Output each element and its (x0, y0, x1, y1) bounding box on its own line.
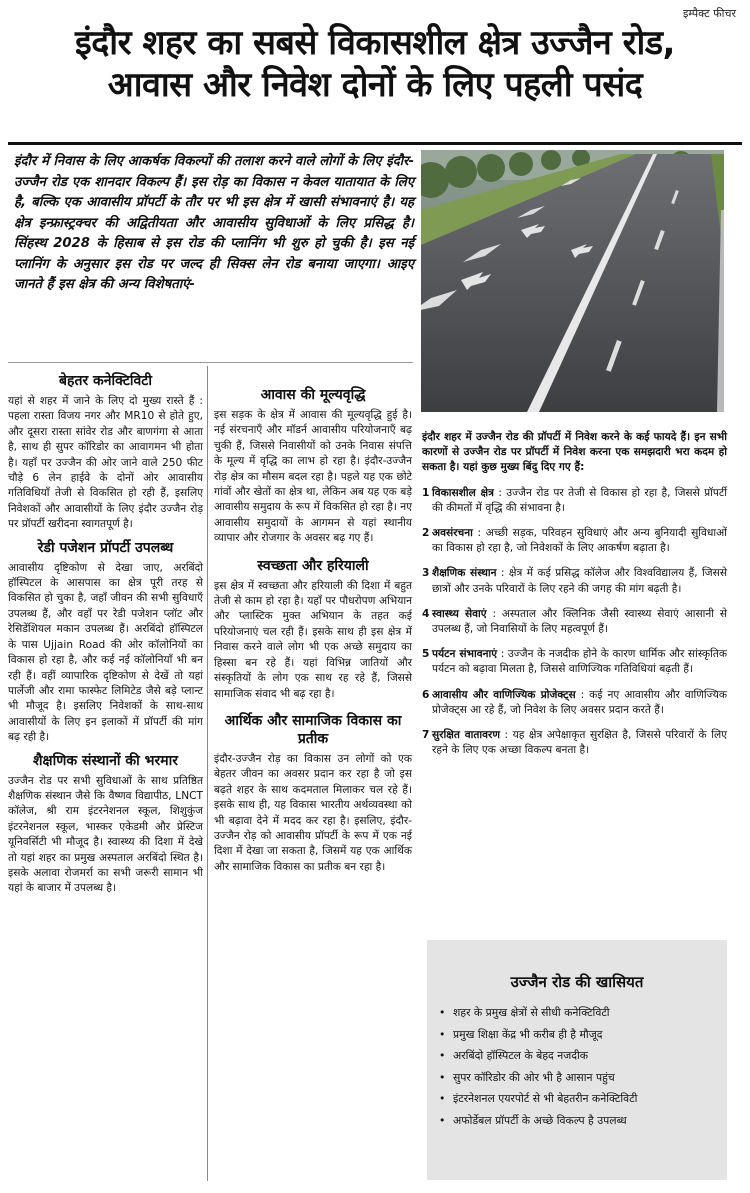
section-text: उज्जैन रोड पर सभी सुविधाओं के साथ प्रतिष्ठित शैक्षणिक संस्थान जैसे कि वैष्णव विद्यापीठ, LNCT कॉलेज, श्री राम इंटरनेशनल स्कूल, शिशुकुंज इंटरनेशनल स्कूल, भास्कर एकेडमी और प्रेस्टिज यूनिवर्सिटी भी मौजूद है। स्वास्थ्य की दिशा में देखे तो यहां शहर का प्रमुख अस्पताल अरबिंदो स्थित है। इसके अलावा रोजमर्रा का सभी जरूरी सामान भी यहां के बाजार में उपलब्ध है। (8, 774, 203, 895)
point-text: : अस्पताल और क्लिनिक जैसी स्वास्थ्य सेवाएं आसानी से उपलब्ध हैं, जो निवासियों के लिए महत्वपूर्ण हैं। (432, 607, 727, 636)
highlights-box (427, 940, 727, 1180)
point-number: 1 (422, 486, 430, 499)
point-title: अवसंरचना (432, 527, 473, 540)
highlight-item: • इंटरनेशनल एयरपोर्ट से भी बेहतरीन कनेक्टिविटी (453, 1088, 727, 1110)
point-number: 7 (422, 729, 430, 742)
point-number: 5 (422, 648, 430, 661)
highlight-item: • अरबिंदो हॉस्पिटल के बेहद नजदीक (453, 1045, 727, 1067)
section-heading: बेहतर कनेक्टिविटी (59, 373, 152, 389)
road-photo (421, 150, 724, 412)
highlight-item: • प्रमुख शिक्षा केंद्र भी करीब ही है मौजूद (453, 1024, 727, 1046)
section-heading: रेडी पजेशन प्रॉपर्टी उपलब्ध (37, 539, 174, 556)
highlight-item: • शहर के प्रमुख क्षेत्रों से सीधी कनेक्टिविटी (453, 1002, 727, 1024)
point-text: : उज्जैन रोड पर तेजी से विकास हो रहा है, जिससे प्रॉपर्टी की कीमतों में वृद्धि की संभावना है। (432, 486, 728, 514)
section-heading: आर्थिक और सामाजिक विकास का प्रतीक (224, 712, 402, 747)
highlight-item: • सुपर कॉरिडोर की ओर भी है आसान पहुंच (453, 1067, 727, 1089)
headline (14, 22, 736, 106)
point-text: : यह क्षेत्र अपेक्षाकृत सुरक्षित है, जिससे परिवारों के लिए रहने के लिए एक अच्छा विकल्प बनता है। (432, 729, 727, 757)
point-title: पर्यटन संभावनाएं (432, 648, 498, 661)
point-number: 4 (422, 607, 430, 620)
benefit-point (422, 486, 727, 516)
column-top-divider (8, 362, 413, 363)
point-title: स्वास्थ्य सेवाएं (432, 607, 487, 620)
section-text: इस क्षेत्र में स्वच्छता और हरियाली की दिशा में बहुत तेजी से काम हो रहा है। यहाँ पर पौधरोपण अभियान और प्लास्टिक मुक्त अभियान के तहत कई परियोजनाएं चल रही हैं। इसके साथ ही इस क्षेत्र में निवास करने वाले लोग भी एक अच्छे समुदाय का हिस्सा बन रहे हैं। यहां विभिन्न जातियों और संस्कृतियों के लोग एक साथ रह रहे हैं, जिससे सामाजिक संवाद भी बढ़ रहा है। (214, 579, 412, 700)
point-text: : उज्जैन के नजदीक होने के कारण धार्मिक और सांस्कृतिक पर्यटन को बढ़ावा मिलता है, जिससे वाणिज्यिक गतिविधियां बढ़ती हैं। (432, 648, 728, 676)
benefit-point (422, 688, 727, 718)
point-text: : क्षेत्र में कई प्रसिद्ध कॉलेज और विश्वविद्यालय हैं, जिससे छात्रों और उनके परिवारों के लिए रहने की जगह की मांग बढ़ती है। (432, 567, 727, 595)
road-photo-image (421, 150, 724, 412)
section-text: यहां से शहर में जाने के लिए दो मुख्य रास्ते हैं : पहला रास्ता विजय नगर और MR10 से होते हुए, और दूसरा रास्ता सांवेर रोड और बाणगंगा से आता है, साथ ही सुपर कॉरिडोर का आवागमन भी होता है। यहाँ पर उज्जैन की ओर जाने वाले 250 फीट चौड़े 6 लेन हाईवे के दोनों ओर आवासीय गतिविधियाँ तेजी से विकसित हो रही हैं, इसलिए निवेशकों और आवासीयों के लिए इंदौर उज्जैन रोड़ पर प्रॉपर्टी खरीदना स्वागतपूर्ण है। (8, 395, 203, 531)
benefits-lead: इंदौर शहर में उज्जैन रोड की प्रॉपर्टी में निवेश करने के कई फायदे हैं। इन सभी कारणों से उज्जैन रोड पर प्रॉपर्टी में निवेश करना एक समझदारी भरा कदम हो सकता है। यहां कुछ मुख्य बिंदु दिए गए हैं: (422, 431, 727, 474)
column-middle (214, 366, 412, 877)
point-title: शैक्षणिक संस्थान (432, 567, 497, 580)
highlights-title: उज्जैन रोड की खासियत (510, 973, 644, 991)
section-text: इंदौर-उज्जैन रोड़ का विकास उन लोगों को एक बेहतर जीवन का अवसर प्रदान कर रहा है जो इस बढ़ते शहर के साथ कदमताल मिलाकर चल रहे हैं। इसके साथ ही, यह विकास भारतीय अर्थव्यवस्था को भी बढ़ावा देने में मदद कर रहा है। इसलिए, इंदौर-उज्जैन रोड़ को आवासीय प्रॉपर्टी के रूप में एक नई दिशा में देखा जा सकता है, जिसमें यह एक आर्थिक और सामाजिक विकास का प्रतीक बन रहा है। (214, 752, 412, 873)
point-number: 6 (422, 688, 430, 701)
highlight-item: • अफोर्डेबल प्रॉपर्टी के अच्छे विकल्प है उपलब्ध (453, 1110, 727, 1132)
point-number: 2 (422, 527, 430, 540)
benefits-section (422, 430, 727, 768)
point-title: सुरक्षित वातावरण (432, 729, 500, 742)
point-text: : कई नए आवासीय और वाणिज्यिक प्रोजेक्ट्स आ रहे हैं, जो निवेश के लिए अवसर प्रदान करते हैं। (432, 688, 727, 716)
section-heading: स्वच्छता और हरियाली (257, 557, 369, 574)
column-divider (207, 366, 208, 1181)
headline-line-2: आवास और निवेश दोनों के लिए पहली पसंद (107, 65, 643, 105)
section-text: आवासीय दृष्टिकोण से देखा जाए, अरबिंदो हॉस्पिटल के आसपास का क्षेत्र पूरी तरह से विकसित हो चुका है, जहाँ जीवन की सभी सुविधाएँ उपलब्ध हैं, और वहाँ पर रेडी पजेशन प्लॉट और रेसिडेंशियल मकान उपलब्ध हैं। अरबिंदो हॉस्पिटल के पास Ujjain Road की ओर कॉलोनियों का विकास हो रहा है, और कई नई कॉलोनियाँ भी बन रही हैं। वहीं व्यापारिक दृष्टिकोण से देखें तो यहां पार्लेजी और रामा फास्फेट लिमिटेड जैसे बड़े प्लान्ट भी मौजूद है। इसलिए निवेशकों के साथ-साथ आवासीयों के लिए इन इलाकों में प्रॉपर्टी की मांग बढ़ रही है। (8, 561, 203, 744)
benefit-point (422, 728, 727, 758)
headline-line-1: इंदौर शहर का सबसे विकासशील क्षेत्र उज्जैन रोड, (75, 23, 675, 63)
benefit-point (422, 566, 727, 596)
point-text: : अच्छी सड़क, परिवहन सुविधाएं और अन्य बुनियादी सुविधाओं का विकास हो रहा है, जो निवेशकों के लिए आकर्षण बढ़ाता है। (432, 527, 727, 555)
section-tag: इम्पैक्ट फीचर (682, 7, 736, 20)
highlights-list (427, 1002, 727, 1131)
point-title: आवासीय और वाणिज्यिक प्रोजेक्ट्स (432, 688, 576, 701)
point-number: 3 (422, 567, 430, 580)
column-left (8, 366, 203, 899)
section-heading: शैक्षणिक संस्थानों की भरमार (33, 752, 178, 769)
divider (8, 142, 742, 145)
section-text: इस सड़क के क्षेत्र में आवास की मूल्यवृद्धि हुई है। नई संरचनाएँ और मॉडर्न आवासीय परियोजनाएँ बढ़ चुकी हैं, जिससे निवासीयों को उनके निवास संपत्ति के मूल्य में वृद्धि का लाभ हो रहा है। इंदौर-उज्जैन रोड़ क्षेत्र का मौसम बदल रहा है। पहले यह एक छोटे गांवों और खेतों का क्षेत्र था, लेकिन अब यह एक बड़े आवासीय समुदाय के रूप में विकसित हो रहा है। नए आवासीय समुदायों के आगमन से यहां स्थानीय व्यापार और रोजगार के अवसर बढ़ गए हैं। (214, 409, 412, 545)
intro-paragraph: इंदौर में निवास के लिए आकर्षक विकल्पों की तलाश करने वाले लोगों के लिए इंदौर-उज्जैन रोड एक शानदार विकल्प हैं। इस रोड़ का विकास न केवल यातायात के लिए है, बल्कि एक आवासीय प्रॉपर्टी के तौर पर भी इस क्षेत्र में खासी संभावनाएं है। यह क्षेत्र इन्फ्रास्ट्रक्चर की अद्वितीयता और आवासीय सुविधाओं के लिए प्रसिद्ध है। सिंहस्थ 2028 के हिसाब से इस रोड की प्लानिंग भी शुरु हो चुकी है। इस नई प्लानिंग के अनुसार इस रोड पर जल्द ही सिक्स लेन रोड बनाया जाएगा। आइए जानते हैं इस क्षेत्र की अन्य विशेषताएं- (14, 154, 414, 292)
benefit-point (422, 607, 727, 637)
benefit-point (422, 526, 727, 556)
benefit-point (422, 647, 727, 677)
point-title: विकासशील क्षेत्र (432, 486, 494, 499)
section-heading: आवास की मूल्यवृद्धि (260, 387, 366, 403)
